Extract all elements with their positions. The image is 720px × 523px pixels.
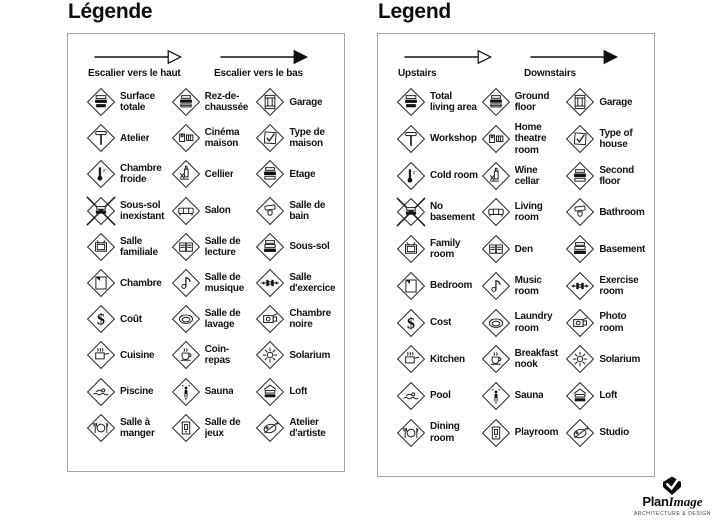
english-legend-grid <box>396 84 648 451</box>
cost-icon <box>86 304 116 334</box>
legend-item <box>255 84 338 120</box>
cold-room-icon <box>396 161 426 191</box>
legend-item <box>396 84 479 121</box>
legend-item <box>396 268 479 305</box>
legend-item <box>86 374 169 410</box>
legend-item <box>171 374 254 410</box>
type-of-house-icon <box>565 124 595 154</box>
legend-item-label: Salon <box>204 205 231 217</box>
loft-icon <box>565 381 595 411</box>
legend-item <box>481 414 564 451</box>
legend-item-label: Salle de jeux <box>204 416 241 439</box>
legend-item-label: Salle de lecture <box>204 235 241 258</box>
legend-item-label: Rez-de-chaussée <box>204 90 249 114</box>
legend-item-label: Coin-repas <box>204 344 231 367</box>
legend-item <box>481 378 564 415</box>
legend-item <box>86 301 169 337</box>
legend-item <box>255 229 338 265</box>
svg-text:2°: 2° <box>412 169 417 175</box>
cost-icon <box>396 308 426 338</box>
legend-item <box>396 194 479 231</box>
legend-item <box>86 156 169 192</box>
legend-item-label: Piscine <box>120 386 154 398</box>
legend-item <box>255 265 338 301</box>
legend-item <box>565 84 648 121</box>
legend-item <box>255 193 338 229</box>
second-floor-icon <box>565 161 595 191</box>
laundry-room-icon <box>171 304 201 334</box>
legend-item <box>171 84 254 120</box>
legend-item <box>86 120 169 156</box>
stairs-up-label: Upstairs <box>398 68 437 79</box>
legend-item-label: Salle à manger <box>120 416 155 439</box>
logo-tagline: ARCHITECTURE & DESIGN <box>633 511 711 517</box>
legend-item <box>565 414 648 451</box>
legend-item-label: Solarium <box>289 349 331 361</box>
bedroom-icon <box>86 268 116 298</box>
legend-item-label: Photo room <box>599 311 627 334</box>
legend-item-label: Home theatre room <box>514 122 547 156</box>
english-legend-panel <box>377 33 655 477</box>
pool-icon <box>86 377 116 407</box>
legend-item-label: No basement <box>430 201 475 224</box>
legend-item-label: Sauna <box>514 390 544 402</box>
workshop-icon <box>396 124 426 154</box>
french-legend-title: Légende <box>68 0 153 23</box>
cold-room-icon <box>86 159 116 189</box>
legend-item-label: Playroom <box>514 427 559 439</box>
legend-item-label: Workshop <box>430 133 477 145</box>
legend-item-label: Salle familiale <box>120 235 158 258</box>
legend-item <box>86 84 169 120</box>
legend-item-label: Coût <box>120 313 142 325</box>
solarium-icon <box>565 344 595 374</box>
sauna-icon <box>481 381 511 411</box>
stairs-down-arrow-icon <box>214 49 314 65</box>
legend-item-label: Exercise room <box>599 274 639 297</box>
dining-room-icon <box>396 418 426 448</box>
family-room-icon <box>86 232 116 262</box>
music-room-icon <box>171 268 201 298</box>
solarium-icon <box>255 340 285 370</box>
legend-item <box>396 341 479 378</box>
playroom-icon <box>481 418 511 448</box>
legend-item-label: Ground floor <box>514 91 550 114</box>
legend-item <box>565 304 648 341</box>
legend-item <box>396 231 479 268</box>
legend-item-label: Garage <box>289 96 323 108</box>
legend-item-label: Second floor <box>599 164 634 187</box>
svg-text:2°: 2° <box>102 168 107 174</box>
legend-item-label: Music room <box>514 274 542 297</box>
legend-item-label: Type de maison <box>289 127 325 150</box>
garage-icon <box>565 87 595 117</box>
stairs-up-legend <box>398 49 498 79</box>
legend-item-label: Loft <box>289 386 308 398</box>
legend-item-label: Atelier d'artiste <box>289 416 326 439</box>
stairs-down-label: Downstairs <box>524 68 576 79</box>
stairs-up-arrow-icon <box>398 49 498 65</box>
legend-item-label: Bathroom <box>599 206 645 218</box>
legend-item-label: Chambre <box>120 277 162 289</box>
legend-item <box>396 378 479 415</box>
legend-item-label: Sous-sol <box>289 241 330 253</box>
den-icon <box>481 234 511 264</box>
legend-item <box>255 301 338 337</box>
legend-item <box>481 194 564 231</box>
wine-cellar-icon <box>171 159 201 189</box>
stairs-down-legend <box>524 49 624 79</box>
english-legend-title: Legend <box>378 0 451 23</box>
stair-arrows <box>88 49 338 79</box>
total-living-area-icon <box>396 87 426 117</box>
legend-item <box>86 229 169 265</box>
legend-item <box>86 265 169 301</box>
legend-item <box>481 341 564 378</box>
legend-item <box>481 157 564 194</box>
legend-item-label: Family room <box>430 237 461 261</box>
legend-item <box>396 157 479 194</box>
studio-icon <box>255 413 285 443</box>
legend-item-label: Den <box>514 243 533 255</box>
photo-room-icon <box>565 308 595 338</box>
laundry-room-icon <box>481 308 511 338</box>
planimage-mark-icon <box>660 476 684 496</box>
legend-item <box>565 121 648 158</box>
legend-item-label: Pool <box>430 390 451 402</box>
legend-item-label: Salle de bain <box>289 199 326 222</box>
legend-item-label: Basement <box>599 243 646 255</box>
legend-item-label: Sous-sol inexistant <box>120 199 165 222</box>
legend-item-label: Surface totale <box>120 90 155 114</box>
legend-item <box>481 304 564 341</box>
legend-item-label: Cuisine <box>120 349 155 361</box>
kitchen-icon <box>396 344 426 374</box>
legend-item-label: Dining room <box>430 421 460 444</box>
stairs-up-label: Escalier vers le haut <box>88 68 181 79</box>
playroom-icon <box>171 413 201 443</box>
breakfast-nook-icon <box>481 344 511 374</box>
legend-item <box>396 414 479 451</box>
svg-text:$: $ <box>97 311 105 329</box>
exercise-room-icon <box>255 268 285 298</box>
no-basement-icon <box>396 197 426 227</box>
legend-item-label: Salle de musique <box>204 271 245 295</box>
french-legend-grid <box>86 84 338 446</box>
legend-item-label: Total living area <box>430 91 477 114</box>
dining-room-icon <box>86 413 116 443</box>
legend-item <box>86 410 169 446</box>
legend-item <box>255 156 338 192</box>
legend-item <box>565 268 648 305</box>
legend-item <box>86 193 169 229</box>
brand-image-text: Image <box>668 494 703 509</box>
home-theatre-icon <box>481 124 511 154</box>
legend-item-label: Laundry room <box>514 311 553 334</box>
exercise-room-icon <box>565 271 595 301</box>
stairs-down-legend <box>214 49 314 79</box>
photo-room-icon <box>255 304 285 334</box>
total-living-area-icon <box>86 87 116 117</box>
loft-icon <box>255 377 285 407</box>
stairs-down-label: Escalier vers le bas <box>214 68 303 79</box>
legend-item-label: Bedroom <box>430 280 473 292</box>
stairs-up-arrow-icon <box>88 49 188 65</box>
legend-item <box>481 268 564 305</box>
legend-item <box>171 410 254 446</box>
legend-item <box>565 341 648 378</box>
garage-icon <box>255 87 285 117</box>
legend-item-label: Cost <box>430 316 452 328</box>
legend-item-label: Living room <box>514 201 543 224</box>
legend-item-label: Cinéma maison <box>204 127 240 150</box>
studio-icon <box>565 418 595 448</box>
ground-floor-icon <box>481 87 511 117</box>
stairs-up-legend <box>88 49 188 79</box>
planimage-logo <box>634 476 711 517</box>
legend-item <box>255 374 338 410</box>
legend-item <box>255 337 338 373</box>
legend-item-label: Loft <box>599 390 618 402</box>
svg-text:$: $ <box>407 315 415 333</box>
legend-item-label: Étage <box>289 168 316 180</box>
legend-item <box>171 156 254 192</box>
legend-item-label: Studio <box>599 427 629 439</box>
legend-item <box>255 410 338 446</box>
legend-item <box>171 301 254 337</box>
workshop-icon <box>86 123 116 153</box>
legend-item-label: Salle d'exercice <box>289 271 336 295</box>
ground-floor-icon <box>171 87 201 117</box>
stairs-down-arrow-icon <box>524 49 624 65</box>
legend-item <box>171 229 254 265</box>
legend-item-label: Cold room <box>430 170 478 182</box>
legend-item-label: Type of house <box>599 127 633 151</box>
family-room-icon <box>396 234 426 264</box>
basement-icon <box>565 234 595 264</box>
bathroom-icon <box>255 196 285 226</box>
wine-cellar-icon <box>481 161 511 191</box>
legend-item <box>255 120 338 156</box>
legend-item-label: Kitchen <box>430 353 465 365</box>
den-icon <box>171 232 201 262</box>
legend-item-label: Wine cellar <box>514 164 540 187</box>
music-room-icon <box>481 271 511 301</box>
legend-item-label: Chambre froide <box>120 163 162 186</box>
legend-item <box>565 157 648 194</box>
legend-item <box>481 231 564 268</box>
living-room-icon <box>481 197 511 227</box>
legend-item <box>481 121 564 158</box>
planimage-wordmark <box>642 494 702 510</box>
legend-item <box>171 265 254 301</box>
sauna-icon <box>171 377 201 407</box>
basement-icon <box>255 232 285 262</box>
legend-item <box>565 231 648 268</box>
legend-item <box>565 194 648 231</box>
legend-item-label: Solarium <box>599 353 641 365</box>
bedroom-icon <box>396 271 426 301</box>
legend-item <box>86 337 169 373</box>
no-basement-icon <box>86 196 116 226</box>
legend-item <box>396 304 479 341</box>
bathroom-icon <box>565 197 595 227</box>
living-room-icon <box>171 196 201 226</box>
legend-item <box>171 120 254 156</box>
legend-item-label: Salle de lavage <box>204 308 241 331</box>
pool-icon <box>396 381 426 411</box>
type-of-house-icon <box>255 123 285 153</box>
legend-item-label: Chambre noire <box>289 308 331 331</box>
stair-arrows <box>398 49 648 79</box>
legend-item <box>565 378 648 415</box>
kitchen-icon <box>86 340 116 370</box>
legend-item <box>396 121 479 158</box>
french-legend-panel <box>67 33 345 472</box>
breakfast-nook-icon <box>171 340 201 370</box>
legend-item-label: Garage <box>599 96 633 108</box>
legend-item-label: Cellier <box>204 168 234 180</box>
legend-item-label: Breakfast nook <box>514 348 558 371</box>
legend-item <box>171 193 254 229</box>
second-floor-icon <box>255 159 285 189</box>
legend-item <box>481 84 564 121</box>
legend-item-label: Sauna <box>204 386 234 398</box>
brand-plan-text: Plan <box>642 494 669 509</box>
legend-item <box>171 337 254 373</box>
legend-item-label: Atelier <box>120 132 150 144</box>
home-theatre-icon <box>171 123 201 153</box>
